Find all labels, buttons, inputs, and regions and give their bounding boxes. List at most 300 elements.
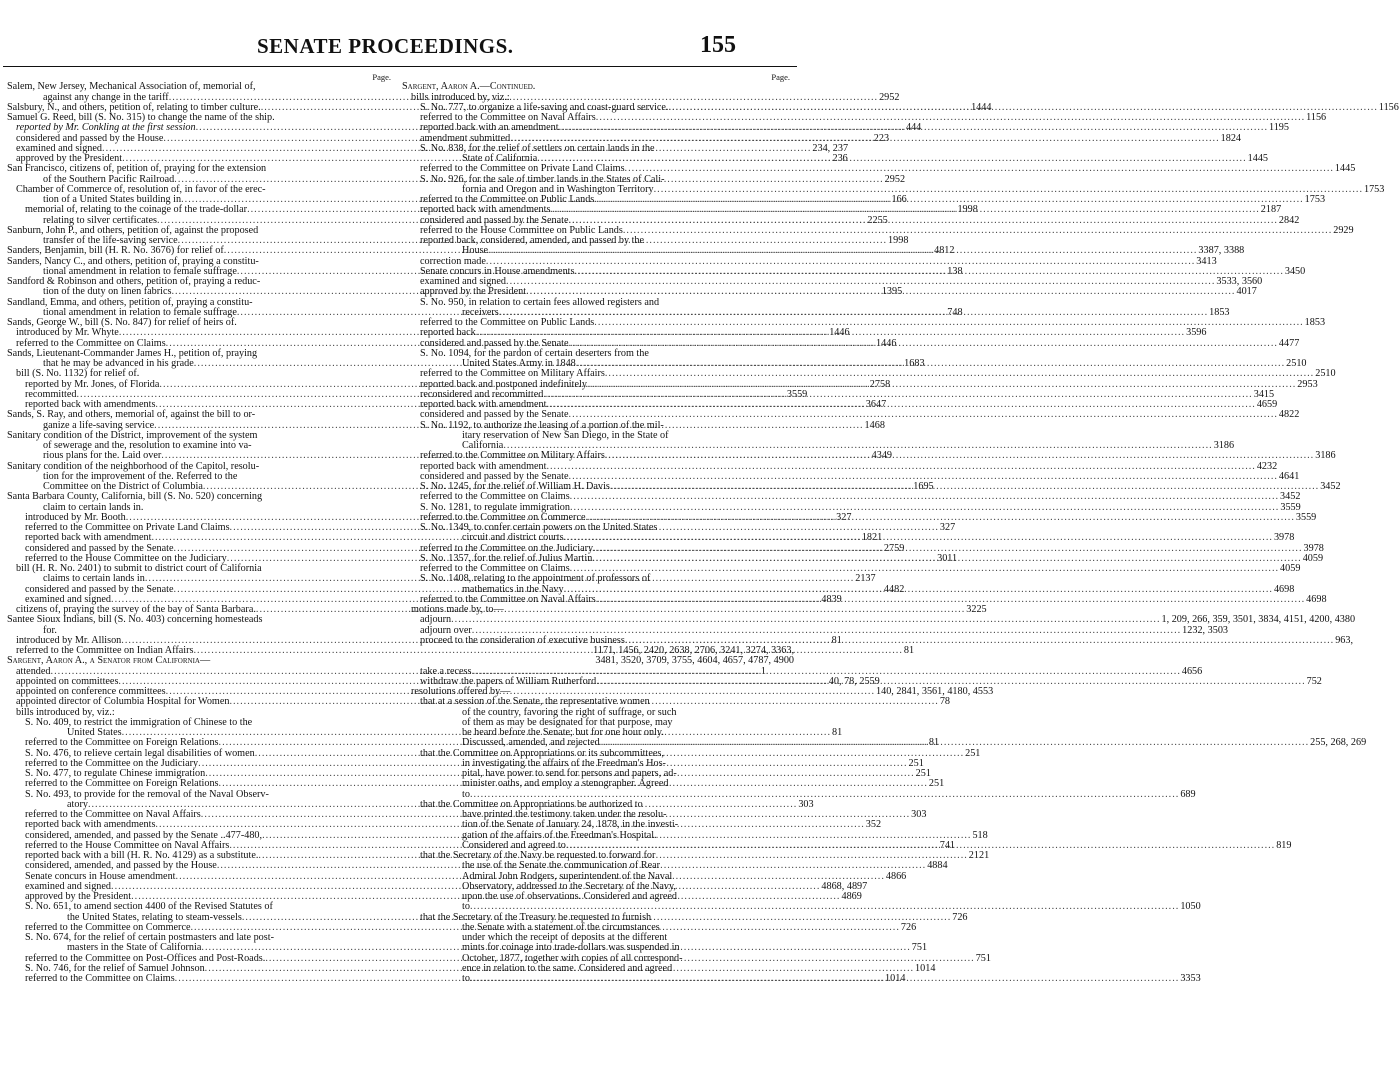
- page-column-label: Page.: [372, 72, 391, 82]
- entry-text: appointed on committees: [16, 675, 119, 687]
- entry-text: Chamber of Commerce of, resolution of, in favor of the erec-: [16, 183, 266, 195]
- entry-page-ref: 752: [1306, 675, 1322, 687]
- entry-page-ref: 3978: [1273, 532, 1295, 544]
- entry-text: referred to the Committee on Claims: [420, 563, 570, 574]
- entry-text: circuit and district courts: [462, 532, 564, 544]
- entry-text: transfer of the life-saving service: [43, 235, 178, 246]
- leader-dots: [476, 328, 1185, 338]
- entry-text: bill (S. No. 1132) for relief of.: [16, 368, 140, 380]
- entry-page-ref: 2255: [867, 214, 888, 226]
- entry-text: referred to the Committee on Military Affairs: [420, 450, 605, 462]
- entry-page-ref: 4641: [1278, 470, 1300, 482]
- entry-page-ref: 3450: [1284, 265, 1306, 277]
- entry-page-ref: 4656: [1181, 665, 1203, 677]
- entry-text: reported back with an amendment: [420, 122, 559, 134]
- entry-page-ref: 518: [972, 829, 988, 841]
- entry-text: bill (H. R. No. 2401) to submit to district court of California: [16, 563, 262, 574]
- entry-text: reported back, considered, amended, and passed by the: [420, 235, 645, 246]
- entry-text: S. No. 409, to restrict the immigration of Chinese to the: [25, 716, 253, 728]
- entry-text: reported by Mr. Jones, of Florida: [25, 378, 160, 390]
- entry-page-ref: 3225: [966, 604, 987, 615]
- entry-text: motions made by, to—: [411, 604, 504, 615]
- entry-text: gation of the affairs of the Freedman's Hospital.: [462, 829, 657, 841]
- entry-text: pital, have power to send for persons and papers, ad-: [462, 768, 677, 779]
- leader-dots: [570, 492, 1279, 502]
- entry-text: memorial of, relating to the coinage of the trade-dollar: [25, 204, 248, 216]
- entry-page-ref: 1156: [1378, 101, 1399, 113]
- entry-text: that the Committee on Appropriations or its subcommittees,: [420, 747, 664, 759]
- entry-page-ref: 4482: [883, 583, 905, 595]
- entry-page-ref: 140, 2841, 3561, 4180, 4553: [876, 686, 994, 697]
- entry-text: referred to the Committee on Military Affairs: [420, 368, 605, 380]
- entry-page-ref: 251: [915, 768, 931, 779]
- entry-text: Committee on the District of Columbia: [43, 481, 203, 492]
- entry-page-ref: 2758: [869, 378, 891, 390]
- entry-text: bills introduced by, viz.:: [411, 91, 510, 103]
- entry-text: tion of the Senate of January 24, 1878, in the investi-: [462, 819, 679, 831]
- entry-text: tion of a United States building in: [43, 194, 182, 205]
- entry-text: amendment submitted: [420, 132, 511, 144]
- entry-text: reported back: [420, 327, 476, 339]
- entry-text: for.: [43, 624, 57, 636]
- leader-dots: [564, 533, 1273, 543]
- entry-page-ref: 4698: [1306, 593, 1327, 605]
- entry-text: October, 1877, together with copies of all correspond-: [462, 952, 683, 964]
- entry-page-ref: 4822: [1278, 409, 1300, 421]
- entry-page-ref: 2137: [855, 573, 876, 585]
- index-entry: [7, 615, 395, 625]
- entry-page-ref: 1753: [1363, 183, 1385, 195]
- leader-dots: [596, 595, 1305, 605]
- entry-text: considered and passed by the Senate: [420, 470, 569, 482]
- entry-page-ref: 236: [832, 153, 848, 164]
- entry-text: to: [462, 901, 470, 913]
- entry-text: S. No. 1349, to confer certain powers on the United States: [420, 522, 658, 533]
- entry-text: that the Committee on Appropriations be authorized to: [420, 798, 643, 810]
- entry-text: ence in relation to the same. Considered and agreed: [462, 962, 673, 974]
- entry-page-ref: 751: [975, 952, 991, 964]
- entry-text: tion of the duty on linen fabrics: [43, 286, 172, 298]
- entry-page-ref: 1446: [829, 327, 850, 339]
- entry-text: mints for coinage into trade-dollars was suspended in: [462, 942, 680, 954]
- entry-text: reported back with amendments: [25, 399, 156, 410]
- entry-page-ref: 251: [928, 778, 945, 790]
- entry-text: Sanders, Nancy C., and others, petition of, praying a constitu-: [7, 255, 259, 267]
- entry-page-ref: 40, 78, 2559: [828, 675, 880, 687]
- index-entry: [7, 369, 395, 379]
- entry-text: referred to the Committee on Claims: [420, 491, 570, 503]
- entry-text: resolutions offered by—: [411, 686, 511, 697]
- entry-text: to: [462, 788, 470, 800]
- entry-page-ref: 4884: [927, 860, 948, 872]
- entry-page-ref: 4839: [821, 593, 842, 605]
- entry-text: referred to the Committee on Claims: [16, 337, 166, 349]
- leader-dots: [570, 564, 1279, 574]
- entry-page-ref: 726: [952, 911, 968, 923]
- leader-dots: [559, 123, 1268, 133]
- entry-page-ref: 3596: [1186, 327, 1207, 339]
- entry-page-ref: 2187: [1260, 204, 1282, 216]
- leader-dots: [451, 615, 1160, 625]
- index-entry: [402, 368, 1336, 380]
- entry-text: referred to the House Committee on Naval Affairs: [25, 839, 230, 851]
- entry-page-ref: 3415: [1253, 388, 1275, 400]
- entry-page-ref: 78: [939, 696, 951, 708]
- entry-text: of the Southern Pacific Railroad: [43, 173, 175, 185]
- index-entry: [402, 409, 1300, 421]
- index-entry: [7, 902, 395, 912]
- entry-text: referred to the Committee on Public Lands: [420, 317, 595, 328]
- entry-text: Sanders, Benjamin, bill (H. R. No. 3676) for relief of: [7, 245, 224, 257]
- entry-page-ref: 1445: [1334, 163, 1356, 175]
- entry-page-ref: 303: [911, 809, 927, 820]
- page-column-label: Page.: [771, 72, 790, 82]
- entry-text: Sargent, Aaron A., a Senator from California—: [7, 655, 211, 667]
- leader-dots: [605, 451, 1314, 461]
- entry-text: that the Secretary of the Treasury be requested to furnish: [420, 911, 652, 923]
- entry-page-ref: 1, 209, 266, 359, 3501, 3834, 4151, 4200, 4380: [1161, 614, 1356, 626]
- entry-text: rious plans for the. Laid over: [43, 450, 162, 462]
- entry-page-ref: 4477: [1278, 337, 1300, 349]
- entry-page-ref: 4059: [1302, 552, 1324, 564]
- entry-page-ref: 234, 237: [812, 142, 849, 154]
- entry-text: 3481, 3520, 3709, 3755, 4604, 4657, 4787, 4900: [595, 655, 794, 667]
- entry-page-ref: 2842: [1278, 214, 1300, 226]
- leader-dots: [569, 410, 1278, 420]
- entry-page-ref: 4017: [1236, 286, 1257, 298]
- index-entry: [402, 697, 794, 707]
- index-entry: [7, 82, 395, 92]
- entry-text: reported back with amendments: [420, 204, 551, 216]
- index-entry: [402, 163, 1356, 175]
- entry-text: reconsidered and recommitted: [420, 388, 544, 400]
- entry-page-ref: 3978: [1303, 542, 1324, 554]
- entry-text: tional amendment in relation to female suffrage: [43, 265, 237, 277]
- entry-page-ref: 1195: [1269, 122, 1289, 134]
- header-rule: [3, 66, 797, 67]
- entry-text: reported back with amendment: [420, 399, 547, 410]
- entry-page-ref: 81: [903, 645, 915, 656]
- entry-page-ref: 726: [900, 921, 917, 933]
- entry-page-ref: 4812: [934, 245, 955, 257]
- entry-text: upon the use of observations. Considered and agreed: [462, 891, 678, 902]
- entry-page-ref: 748: [947, 306, 963, 318]
- entry-page-ref: 4349: [871, 450, 893, 462]
- entry-page-ref: 81: [831, 634, 842, 646]
- entry-text: fornia and Oregon and in Washington Territory: [462, 183, 654, 195]
- index-entry: [402, 614, 1356, 626]
- entry-text: ganize a life-saving service: [43, 419, 155, 431]
- entry-text: Observatory, addressed to the Secretary of the Navy,: [462, 880, 676, 892]
- entry-page-ref: 3413: [1196, 255, 1217, 267]
- entry-text: appointed director of Columbia Hospital for Women: [16, 696, 230, 708]
- entry-page-ref: 251: [965, 747, 981, 759]
- leader-dots: [596, 677, 1305, 687]
- index-entry: [7, 973, 906, 984]
- entry-text: Sanitary condition of the neighborhood of the Capitol, resolu-: [7, 460, 260, 472]
- entry-text: Senate concurs in House amendments: [420, 265, 575, 277]
- entry-page-ref: 3353: [1180, 973, 1201, 984]
- entry-page-ref: 1444: [971, 101, 992, 113]
- entry-text: S. No. 777, to organize a life-saving and coast-guard service.: [420, 101, 669, 113]
- entry-text: referred to the Committee on Naval Affairs: [420, 593, 596, 605]
- entry-text: S. No. 674, for the relief of certain postmasters and late post-: [25, 932, 274, 943]
- entry-text: reported back with amendment: [420, 460, 547, 472]
- entry-text: 1171, 1456, 2420, 2638, 2706, 3241, 3274, 3363,: [593, 645, 794, 656]
- entry-text: claims to certain lands in: [43, 573, 145, 585]
- entry-text: referred to the Committee on Private Land Claims: [25, 522, 230, 533]
- entry-text: under which the receipt of deposits at the different: [462, 932, 668, 943]
- index-entry: [7, 656, 395, 666]
- entry-page-ref: 4059: [1280, 563, 1301, 574]
- entry-page-ref: 3533, 3560: [1216, 276, 1263, 287]
- entry-text: referred to the Committee on Private Land Claims: [420, 163, 625, 175]
- entry-text: Sands, George W., bill (S. No. 847) for relief of heirs of.: [7, 317, 237, 328]
- entry-text: have printed the testimony taken under the resolu-: [462, 809, 667, 820]
- entry-page-ref: 1998: [888, 235, 909, 246]
- entry-text: Santa Barbara County, California, bill (S. No. 520) concerning: [7, 491, 263, 503]
- leader-dots: [605, 369, 1314, 379]
- entry-page-ref: 444: [905, 122, 922, 134]
- entry-page-ref: 751: [911, 942, 928, 954]
- leader-dots: [470, 902, 1179, 912]
- entry-text: S. No. 1094, for the pardon of certain deserters from the: [420, 347, 649, 359]
- entry-page-ref: 303: [798, 798, 814, 810]
- entry-text: Sanitary condition of the District, improvement of the system: [7, 429, 258, 441]
- entry-text: masters in the State of California: [67, 942, 202, 954]
- entry-page-ref: 3452: [1280, 491, 1301, 503]
- entry-text: the use of the Senate the communication of Rear: [462, 860, 661, 872]
- entry-text: in investigating the affairs of the Freedman's Hos-: [462, 757, 666, 769]
- entry-text: to: [462, 973, 470, 984]
- entry-text: minister oaths, and employ a stenographer. Agreed: [462, 778, 669, 790]
- entry-text: proceed to the consideration of executive business: [420, 634, 625, 646]
- leader-dots: [488, 246, 1197, 256]
- entry-text: Sanburn, John P., and others, petition of, against the proposed: [7, 224, 259, 236]
- entry-text: Admiral John Rodgers, superintendent of the Naval: [462, 870, 673, 882]
- entry-page-ref: 1050: [1180, 901, 1201, 913]
- entry-text: recommitted: [25, 388, 77, 400]
- leader-dots: [566, 841, 1275, 851]
- entry-page-ref: 4659: [1256, 399, 1278, 410]
- entry-text: approved by the President: [25, 891, 132, 902]
- entry-page-ref: 741: [939, 839, 956, 851]
- entry-text: of the country, favoring the right of suffrage, or such: [462, 706, 677, 718]
- entry-text: reported by Mr. Conkling at the first session: [16, 122, 196, 134]
- entry-page-ref: 1014: [915, 962, 936, 974]
- entry-text: S. No. 926, for the sale of timber lands in the States of Cali-: [420, 173, 665, 185]
- entry-page-ref: 166: [891, 194, 907, 205]
- entry-page-ref: 1446: [876, 337, 897, 349]
- entry-text: referred to the House Committee on Public Lands: [420, 224, 623, 236]
- entry-text: approved by the President: [420, 286, 527, 298]
- entry-text: of them as may be designated for that purpose, may: [462, 716, 673, 728]
- entry-text: House: [462, 245, 489, 257]
- entry-text: reported back with a bill (H. R. No. 4129) as a substitute.: [25, 850, 259, 861]
- entry-text: examined and signed: [16, 142, 103, 154]
- entry-text: referred to the Committee on Naval Affairs: [420, 112, 596, 123]
- index-entry: [402, 943, 794, 953]
- entry-text: the Senate with a statement of the circumstances: [462, 921, 660, 933]
- entry-text: reported back with amendments: [25, 819, 156, 831]
- entry-page-ref: 1014: [885, 973, 906, 984]
- index-entry: [402, 820, 794, 830]
- entry-text: adjourn over: [420, 624, 472, 636]
- entry-text: S. No. 1408, relating to the appointment of professors of: [420, 573, 651, 585]
- entry-text: S. No. 1357, for the relief of Julius Martin: [420, 552, 593, 564]
- entry-text: referred to the Committee on Commerce: [25, 921, 191, 933]
- entry-page-ref: 1683: [904, 358, 925, 369]
- entry-text: Sands, Lieutenant-Commander James H., petition of, praying: [7, 347, 258, 359]
- entry-text: introduced by Mr. Whyte: [16, 327, 119, 339]
- entry-page-ref: 1998: [957, 204, 978, 216]
- entry-page-ref: 1232, 3503: [1182, 624, 1228, 636]
- entry-text: referred to the Committee on the Judiciary: [25, 757, 199, 769]
- entry-text: considered and passed by the Senate: [25, 583, 174, 595]
- entry-text: itary reservation of New San Diego, in the State of: [462, 429, 669, 441]
- leader-dots: [623, 226, 1332, 236]
- entry-text: that he may be advanced in his grade: [43, 358, 194, 369]
- entry-page-ref: 2952: [884, 173, 906, 185]
- entry-page-ref: 2952: [879, 91, 900, 103]
- entry-text: San Francisco, citizens of, petition of, praying for the extension: [7, 163, 267, 175]
- entry-text: Samuel G. Reed, bill (S. No. 315) to change the name of the ship.: [7, 112, 275, 123]
- entry-text: Santee Sioux Indians, bill (S. No. 403) concerning homesteads: [7, 614, 263, 626]
- entry-page-ref: 3647: [865, 399, 887, 410]
- entry-text: Discussed, amended, and rejected: [462, 737, 600, 749]
- entry-page-ref: 3387, 3388: [1198, 245, 1245, 257]
- leader-dots: [526, 287, 1235, 297]
- entry-text: S. No. 1245, for the relief of William H. Davis: [420, 481, 610, 492]
- entry-text: considered and passed by the Senate: [420, 337, 569, 349]
- entry-text: S. No. 477, to regulate Chinese immigration: [25, 768, 206, 779]
- entry-page-ref: 1824: [1220, 132, 1242, 144]
- leader-dots: [470, 974, 1179, 984]
- entry-text: Sandford & Robinson and others, petition of, praying a reduc-: [7, 276, 261, 287]
- entry-page-ref: 1853: [1209, 306, 1230, 318]
- leader-dots: [550, 205, 1259, 215]
- entry-text: S. No. 838, for the relief of settlers on certain lands in the: [420, 142, 655, 154]
- entry-text: that at a session of the Senate, the representative women: [420, 696, 650, 708]
- entry-page-ref: 2953: [1297, 378, 1318, 390]
- entry-page-ref: 138: [947, 265, 963, 277]
- entry-text: tion for the improvement of the. Referred to the: [43, 470, 238, 482]
- entry-text: attended: [16, 665, 51, 677]
- entry-text: Sands, S. Ray, and others, memorial of, against the bill to or-: [7, 409, 256, 421]
- entry-text: S. No. 651, to amend section 4400 of the Revised Statutes of: [25, 901, 273, 913]
- entry-text: of sewerage and the, resolution to examine into va-: [43, 440, 252, 451]
- entry-page-ref: 1753: [1304, 194, 1326, 205]
- index-entry: [402, 861, 794, 871]
- entry-page-ref: 4868, 4897: [821, 880, 868, 892]
- entry-text: claim to certain lands in.: [43, 501, 144, 513]
- entry-text: mathematics in the Navy: [462, 583, 564, 595]
- entry-text: considered, amended, and passed by the Senate ..477-480,: [25, 829, 263, 841]
- entry-page-ref: 2510: [1286, 358, 1307, 369]
- index-entry: [7, 410, 395, 420]
- entry-text: withdraw the papers of William Rutherford: [420, 675, 597, 687]
- entry-page-ref: 4866: [885, 870, 907, 882]
- entry-page-ref: 223: [873, 132, 890, 144]
- entry-page-ref: 4698: [1273, 583, 1295, 595]
- entry-page-ref: 352: [865, 819, 882, 831]
- leader-dots: [600, 738, 1309, 748]
- index-entry: [7, 164, 395, 174]
- entry-text: examined and signed: [25, 880, 112, 892]
- entry-text: S. No. 950, in relation to certain fees allowed registers and: [420, 296, 660, 308]
- index-entry: [402, 82, 794, 92]
- entry-page-ref: 251: [908, 757, 924, 769]
- entry-text: take a recess: [420, 665, 472, 677]
- entry-text: referred to the Committee on Naval Affairs: [25, 809, 201, 820]
- entry-page-ref: 3559: [1295, 511, 1317, 523]
- entry-page-ref: 2510: [1315, 368, 1336, 380]
- entry-text: adjourn: [420, 614, 452, 626]
- leader-dots: [586, 513, 1295, 523]
- entry-page-ref: 3452: [1320, 481, 1341, 492]
- page-header: [0, 0, 800, 70]
- entry-text: United States Army in 1848: [462, 358, 576, 369]
- entry-text: S. No. 493, to provide for the removal of the Naval Observ-: [25, 788, 269, 800]
- entry-page-ref: 2759: [883, 542, 905, 554]
- index-entry: [402, 574, 794, 584]
- entry-page-ref: 255, 268, 269: [1310, 737, 1367, 749]
- entry-text: appointed on conference committees: [16, 686, 166, 697]
- entry-page-ref: 3559: [786, 388, 808, 400]
- entry-page-ref: 1695: [913, 481, 934, 492]
- entry-page-ref: 4232: [1256, 460, 1278, 472]
- entry-text: referred to the Committee on Claims: [25, 973, 175, 984]
- entry-page-ref: 1468: [864, 419, 885, 431]
- entry-text: considered and passed by the House: [16, 132, 164, 144]
- entry-text: S. No. 1281, to regulate immigration: [420, 501, 570, 513]
- entry-page-ref: 2929: [1333, 224, 1354, 236]
- entry-page-ref: 81: [928, 737, 940, 749]
- entry-text: that the Secretary of the Navy be requested to forward for: [420, 850, 656, 861]
- entry-page-ref: 1: [760, 665, 766, 677]
- entry-page-ref: 1853: [1304, 317, 1326, 328]
- entry-text: S. No. 1192, to authorize the leasing of a portion of the mil-: [420, 419, 664, 431]
- entry-text: S. No. 476, to relieve certain legal disabilities of women: [25, 747, 255, 759]
- entry-text: considered and passed by the Senate: [25, 542, 174, 554]
- entry-text: introduced by Mr. Booth: [25, 511, 126, 523]
- entry-text: correction made: [420, 255, 486, 267]
- entry-text: United States: [67, 727, 122, 738]
- entry-text: tional amendment in relation to female suffrage: [43, 306, 237, 318]
- entry-text: be heard before the Senate; but for one hour only.: [462, 727, 664, 738]
- entry-text: atory: [67, 798, 88, 810]
- entry-text: considered and passed by the Senate: [420, 214, 569, 226]
- entry-text: reported back and postponed indefinitely: [420, 378, 587, 390]
- page-number: 155: [700, 32, 736, 58]
- entry-page-ref: 4869: [841, 891, 862, 902]
- entry-text: Considered and agreed to: [462, 839, 566, 851]
- entry-text: introduced by Mr. Allison: [16, 634, 122, 646]
- entry-page-ref: 3559: [1280, 501, 1301, 513]
- entry-page-ref: 3011: [937, 552, 958, 564]
- entry-page-ref: 963,: [1335, 634, 1354, 646]
- entry-page-ref: 3186: [1213, 440, 1235, 451]
- entry-text: referred to the Committee on Post-Offices and Post-Roads.: [25, 952, 266, 964]
- entry-text: Senate concurs in House amendment: [25, 870, 176, 882]
- entry-text: considered and passed by the Senate: [420, 409, 569, 421]
- entry-text: referred to the Committee on the Judiciary: [420, 542, 594, 554]
- index-entry: [402, 901, 1201, 913]
- entry-page-ref: 327: [836, 511, 852, 523]
- entry-text: referred to the Committee on Public Lands: [420, 194, 595, 205]
- entry-page-ref: 327: [939, 522, 956, 533]
- entry-text: referred to the Committee on Foreign Relations: [25, 778, 219, 790]
